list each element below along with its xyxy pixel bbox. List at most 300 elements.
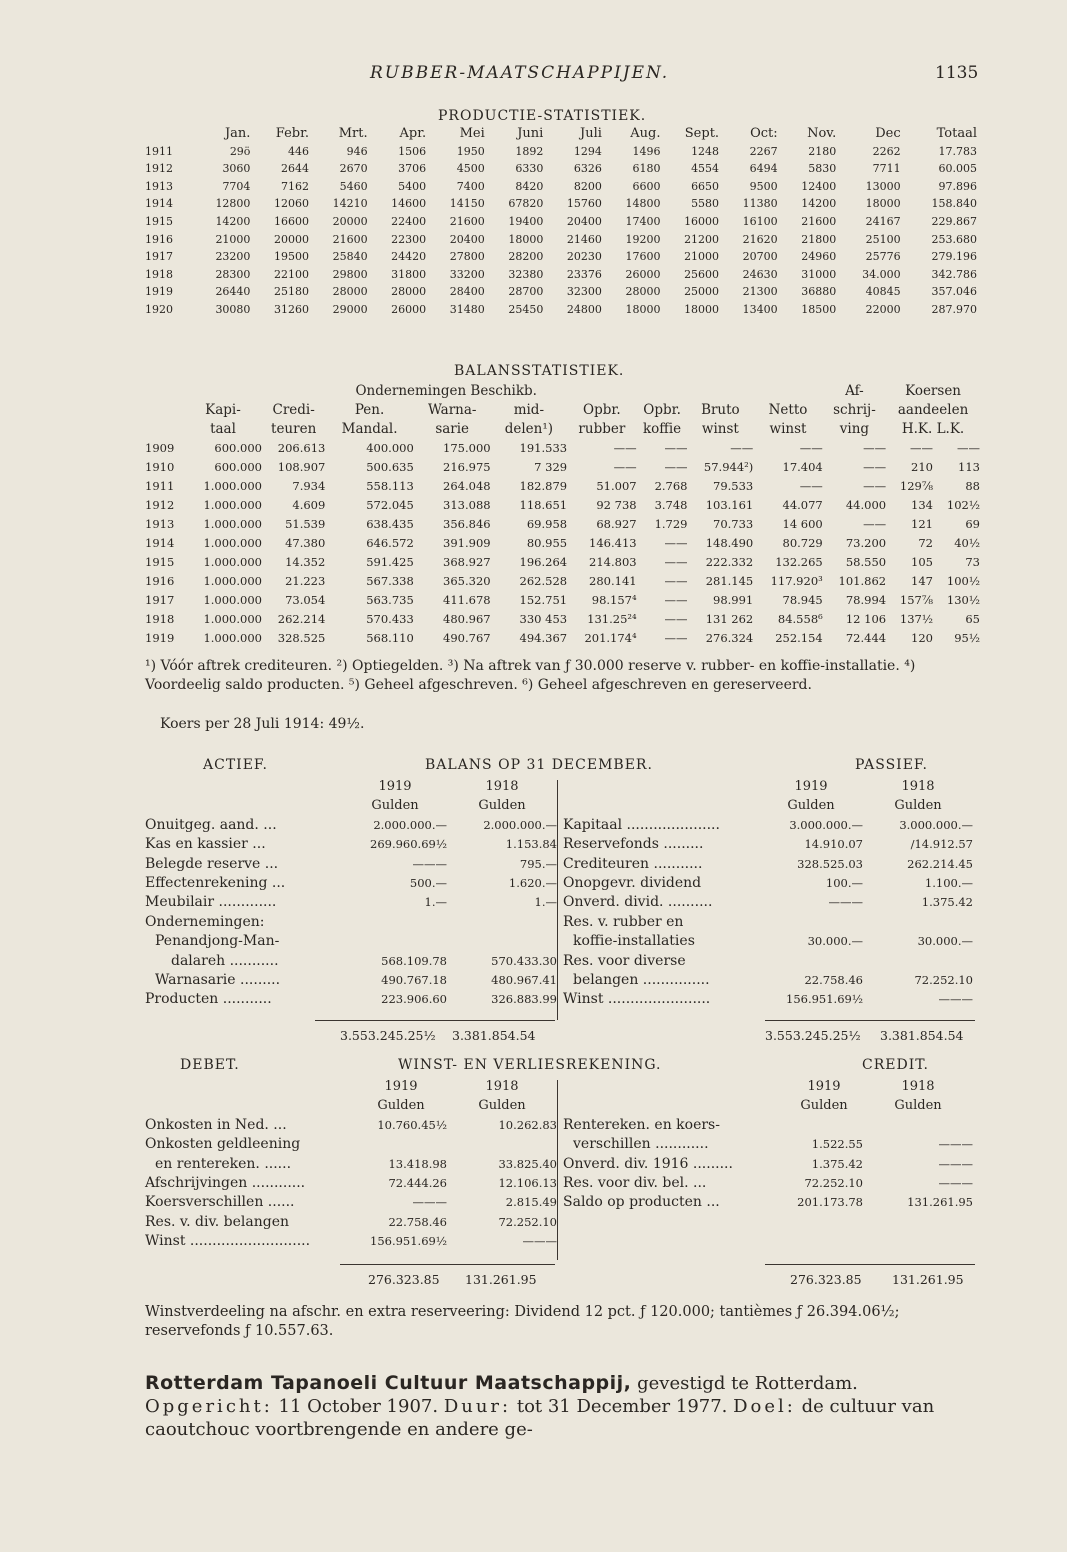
- table-cell: 19200: [625, 232, 661, 246]
- table-cell: ——: [957, 441, 980, 455]
- column-header: rubber: [578, 421, 626, 437]
- table-cell: 1.000.000: [203, 555, 262, 569]
- ledger-value-1918: 3.000.000.—: [899, 817, 973, 832]
- balans-divider: [557, 780, 558, 1020]
- column-header: Jan.: [224, 126, 251, 141]
- ledger-label: Belegde reserve ...: [145, 855, 279, 872]
- table-cell: 4500: [456, 162, 485, 176]
- table-cell: 563.735: [366, 593, 414, 607]
- table-cell: ——: [664, 574, 688, 588]
- table-cell: 175.000: [443, 441, 491, 455]
- column-header: sarie: [435, 421, 470, 437]
- table-row: [145, 591, 980, 610]
- table-cell: 17400: [625, 214, 661, 228]
- ledger-row: [145, 1116, 557, 1135]
- table-cell: 1294: [573, 144, 602, 158]
- table-row: [145, 515, 980, 534]
- table-cell: 14150: [449, 197, 485, 211]
- year-cell: 1914: [145, 197, 173, 211]
- table-cell: 2267: [749, 144, 778, 158]
- ledger-label: Rentereken. en koers-: [563, 1116, 720, 1133]
- table-cell: 2180: [808, 144, 837, 158]
- table-cell: 26440: [215, 285, 251, 299]
- ledger-value-1918: 30.000.—: [917, 934, 973, 949]
- table-cell: 19500: [274, 250, 310, 264]
- table-cell: 222.332: [705, 555, 754, 569]
- actief-table: [145, 777, 557, 1010]
- ledger-label: Penandjong-Man-: [155, 933, 280, 950]
- table-cell: 5400: [398, 179, 427, 193]
- ledger-value-1918: /14.912.57: [910, 837, 973, 852]
- column-header: [184, 382, 262, 401]
- table-cell: 73.054: [285, 593, 326, 607]
- column-header: ving: [839, 421, 870, 437]
- ledger-value-1919: 328.525.03: [797, 856, 863, 871]
- table-cell: 446: [288, 144, 310, 158]
- unit-header: Gulden: [894, 798, 942, 814]
- table-cell: 22000: [865, 302, 901, 316]
- table-cell: 129⅞: [899, 479, 933, 493]
- table-cell: 34.000: [862, 267, 901, 281]
- balance-stats-header-row: [145, 420, 980, 439]
- table-cell: 33200: [449, 267, 485, 281]
- table-cell: 400.000: [366, 441, 414, 455]
- ledger-value-1919: [355, 1135, 447, 1154]
- column-header: H.K. L.K.: [901, 421, 965, 437]
- column-header: Nov.: [807, 126, 837, 141]
- year-cell: 1914: [145, 536, 175, 550]
- table-cell: 23200: [215, 250, 251, 264]
- column-header: [637, 382, 688, 401]
- table-cell: 330 453: [519, 612, 568, 626]
- table-cell: 357.046: [931, 285, 977, 299]
- table-cell: 105: [911, 555, 933, 569]
- ledger-value-1919: 568.109.78: [381, 953, 447, 968]
- table-cell: 29ö: [229, 144, 251, 158]
- table-cell: 14.352: [285, 555, 326, 569]
- table-cell: 9500: [749, 179, 778, 193]
- table-cell: 131.25²⁴: [587, 612, 637, 626]
- table-cell: 1892: [515, 144, 544, 158]
- table-cell: 4554: [691, 162, 720, 176]
- ledger-label: en rentereken. ......: [155, 1155, 292, 1172]
- ledger-row: [145, 1174, 557, 1193]
- balance-stats-title: BALANSSTATISTIEK.: [454, 363, 625, 379]
- ledger-value-1919: 1.522.55: [811, 1137, 863, 1152]
- table-row: [145, 553, 980, 572]
- table-cell: 1.000.000: [203, 574, 262, 588]
- table-cell: ——: [664, 593, 688, 607]
- table-row: [145, 458, 980, 477]
- year-cell: 1912: [145, 498, 175, 512]
- table-cell: 69: [965, 517, 980, 531]
- table-cell: 21000: [684, 250, 720, 264]
- table-cell: 40½: [954, 536, 980, 550]
- table-cell: 191.533: [519, 441, 568, 455]
- table-cell: 32380: [508, 267, 544, 281]
- table-cell: 216.975: [443, 460, 491, 474]
- table-cell: 12 106: [845, 612, 887, 626]
- column-header: Pen.: [354, 402, 385, 418]
- ledger-row: [563, 893, 973, 912]
- ledger-label: Res. v. div. belangen: [145, 1213, 289, 1230]
- table-cell: 490.767: [443, 631, 491, 645]
- ledger-row: [145, 1232, 557, 1251]
- ledger-value-1918: 1.100.—: [924, 876, 973, 891]
- table-cell: 19400: [508, 214, 544, 228]
- ledger-row: [563, 1155, 973, 1174]
- ledger-value-1918: 570.433.30: [491, 953, 557, 968]
- table-row: [145, 477, 980, 496]
- table-cell: 146.413: [589, 536, 637, 550]
- table-cell: 182.879: [519, 479, 568, 493]
- table-cell: 20000: [332, 214, 368, 228]
- table-row: [145, 160, 977, 178]
- ledger-label: Warnasarie .........: [155, 972, 281, 989]
- ledger-label: Res. v. rubber en: [563, 913, 684, 930]
- table-row: [145, 143, 977, 161]
- table-cell: ——: [863, 441, 887, 455]
- column-header: schrij-: [833, 402, 876, 418]
- table-cell: 11380: [742, 197, 778, 211]
- table-cell: 20230: [566, 250, 602, 264]
- table-cell: 24960: [801, 250, 837, 264]
- company-entry: [145, 1372, 980, 1441]
- ledger-value-1918: 72.252.10: [498, 1214, 557, 1229]
- column-header: Febr.: [275, 126, 310, 141]
- table-cell: 5580: [691, 197, 720, 211]
- table-cell: 480.967: [443, 612, 491, 626]
- table-cell: 214.803: [589, 555, 637, 569]
- table-cell: 72.444: [845, 631, 887, 645]
- table-cell: 280.141: [589, 574, 637, 588]
- company-location: gevestigd te Rotterdam.: [631, 1373, 858, 1394]
- unit-header: Gulden: [787, 798, 835, 814]
- table-cell: 5830: [808, 162, 837, 176]
- table-cell: 500.635: [366, 460, 414, 474]
- table-cell: 16000: [684, 214, 720, 228]
- ledger-row: [563, 1135, 973, 1154]
- table-cell: 646.572: [366, 536, 414, 550]
- table-cell: 20400: [566, 214, 602, 228]
- table-cell: 342.786: [931, 267, 977, 281]
- column-header: Mandal.: [341, 421, 398, 437]
- table-cell: 1496: [632, 144, 661, 158]
- column-header: Sept.: [684, 126, 720, 141]
- table-cell: 44.000: [845, 498, 887, 512]
- table-cell: ——: [863, 479, 887, 493]
- year-cell: 1910: [145, 460, 175, 474]
- table-cell: 118.651: [519, 498, 568, 512]
- column-header: taal: [210, 421, 236, 437]
- table-cell: 65: [965, 612, 980, 626]
- table-cell: 14800: [625, 197, 661, 211]
- table-cell: 6650: [691, 179, 720, 193]
- table-cell: 196.264: [519, 555, 568, 569]
- ledger-value-1918: [863, 1116, 973, 1135]
- table-cell: 7704: [222, 179, 251, 193]
- table-row: [145, 610, 980, 629]
- table-cell: 1.000.000: [203, 498, 262, 512]
- table-cell: 80.955: [526, 536, 568, 550]
- unit-header: Gulden: [478, 1098, 526, 1114]
- table-cell: 24167: [865, 214, 901, 228]
- ledger-value-1918: 1.153.84: [505, 837, 557, 852]
- table-cell: 14200: [801, 197, 837, 211]
- table-cell: 591.425: [366, 555, 414, 569]
- ledger-value-1919: [759, 952, 863, 971]
- table-cell: 31000: [801, 267, 837, 281]
- column-header: aandeelen: [897, 402, 969, 418]
- table-cell: 108.907: [277, 460, 326, 474]
- table-cell: 113: [958, 460, 980, 474]
- table-cell: 3706: [398, 162, 427, 176]
- table-cell: 36880: [801, 285, 837, 299]
- spacer: [145, 796, 343, 815]
- ledger-value-1918: 10.262.83: [498, 1117, 557, 1132]
- table-cell: 88: [965, 479, 980, 493]
- winst-divider: [557, 1080, 558, 1260]
- table-cell: ——: [863, 517, 887, 531]
- ledger-row: [145, 913, 557, 932]
- page-number: 1135: [935, 63, 979, 83]
- table-cell: 1248: [691, 144, 720, 158]
- duur-label: Duur:: [443, 1396, 512, 1417]
- table-cell: 281.145: [705, 574, 754, 588]
- table-cell: 6326: [573, 162, 602, 176]
- year-cell: 1913: [145, 517, 175, 531]
- balans-title: BALANS OP 31 DECEMBER.: [425, 757, 653, 773]
- ledger-label: Kas en kassier ...: [145, 836, 266, 853]
- unit-header-row: [145, 796, 557, 815]
- column-header: Af-: [845, 383, 864, 399]
- table-cell: 157⅞: [899, 593, 933, 607]
- column-header: Ondernemingen Beschikb.: [355, 383, 537, 399]
- table-cell: 120: [911, 631, 933, 645]
- table-cell: 98.157⁴: [591, 593, 637, 607]
- table-cell: 1950: [456, 144, 485, 158]
- year-cell: 1917: [145, 250, 173, 264]
- year-cell: 1920: [145, 302, 173, 316]
- ledger-row: [563, 952, 973, 971]
- table-cell: ——: [910, 441, 933, 455]
- table-cell: 7711: [872, 162, 901, 176]
- table-cell: 7162: [281, 179, 310, 193]
- table-row: [145, 439, 980, 458]
- table-cell: 21800: [801, 232, 837, 246]
- table-cell: ——: [664, 441, 688, 455]
- table-cell: 92 738: [596, 498, 637, 512]
- table-cell: 25100: [865, 232, 901, 246]
- table-cell: 22100: [274, 267, 310, 281]
- ledger-row: [145, 1193, 557, 1212]
- balance-stats-header-row: [145, 401, 980, 420]
- ledger-row: [145, 816, 557, 835]
- table-cell: 14600: [391, 197, 427, 211]
- table-cell: 14 600: [782, 517, 823, 531]
- year-cell: 1919: [145, 285, 173, 299]
- table-cell: ——: [863, 460, 887, 474]
- ledger-value-1919: 72.444.26: [388, 1176, 447, 1191]
- table-cell: 79.533: [713, 479, 754, 493]
- ledger-value-1919: 223.906.60: [381, 992, 447, 1007]
- production-table: [145, 125, 977, 319]
- credit-table: [563, 1077, 973, 1213]
- table-cell: 2670: [339, 162, 368, 176]
- table-cell: ——: [664, 460, 688, 474]
- actief-total-rule: [315, 1020, 555, 1021]
- spacer: [563, 796, 759, 815]
- actief-total-1918: 3.381.854.54: [452, 1028, 536, 1043]
- table-cell: 356.846: [443, 517, 491, 531]
- ledger-row: [563, 816, 973, 835]
- table-cell: 14200: [215, 214, 251, 228]
- passief-table: [563, 777, 973, 1010]
- ledger-value-1919: 500.—: [409, 876, 447, 891]
- ledger-value-1918: 1.—: [534, 895, 557, 910]
- ledger-value-1919: 22.758.46: [388, 1214, 447, 1229]
- table-cell: 23376: [566, 267, 602, 281]
- table-cell: 567.338: [366, 574, 414, 588]
- ledger-value-1919: 2.000.000.—: [373, 817, 447, 832]
- debet-table: [145, 1077, 557, 1252]
- table-row: [145, 195, 977, 213]
- year-cell: 1919: [145, 631, 175, 645]
- table-cell: 121: [911, 517, 933, 531]
- ledger-value-1918: ———: [938, 992, 973, 1007]
- table-row: [145, 301, 977, 319]
- ledger-row: [563, 932, 973, 951]
- ledger-value-1919: 269.960.69½: [370, 837, 447, 852]
- ledger-label: Onopgevr. dividend: [563, 875, 702, 892]
- table-cell: 68.927: [596, 517, 637, 531]
- year-header: 1919: [384, 1079, 418, 1094]
- table-cell: 21600: [801, 214, 837, 228]
- table-cell: 313.088: [443, 498, 491, 512]
- table-cell: 12800: [215, 197, 251, 211]
- table-cell: 28000: [625, 285, 661, 299]
- ledger-row: [145, 835, 557, 854]
- actief-total-1919: 3.553.245.25½: [340, 1028, 436, 1043]
- table-cell: 25776: [865, 250, 901, 264]
- winstverdeeling-paragraph: Winstverdeeling na afschr. en extra reserveering: Dividend 12 pct. ƒ 120.000; tantièmes ƒ 26.394.06½; reservefonds ƒ 10.557.63.: [145, 1304, 900, 1339]
- ledger-row: [145, 855, 557, 874]
- column-header: Koersen: [905, 383, 961, 399]
- column-header: Opbr.: [583, 402, 621, 418]
- table-cell: 391.909: [443, 536, 491, 550]
- unit-header-row: [563, 1096, 973, 1115]
- table-cell: 47.380: [285, 536, 326, 550]
- table-cell: 18000: [625, 302, 661, 316]
- ledger-value-1918: 1.620.—: [508, 876, 557, 891]
- table-cell: 253.680: [931, 232, 977, 246]
- table-cell: 568.110: [366, 631, 414, 645]
- column-header: winst: [769, 421, 807, 437]
- column-header: Netto: [768, 402, 808, 418]
- year-cell: 1916: [145, 232, 173, 246]
- production-header-row: [145, 125, 977, 143]
- table-cell: 78.945: [782, 593, 823, 607]
- table-cell: 100½: [946, 574, 980, 588]
- column-header: Totaal: [936, 126, 977, 141]
- table-cell: 1.000.000: [203, 631, 262, 645]
- column-header: [688, 382, 754, 401]
- ledger-label: Onverd. div. 1916 .........: [563, 1155, 733, 1172]
- column-header: Aug.: [630, 126, 661, 141]
- ledger-value-1918: 262.214.45: [907, 856, 973, 871]
- year-cell: 1917: [145, 593, 175, 607]
- debet-total-1918: 131.261.95: [465, 1272, 537, 1287]
- ledger-label: Winst ...........................: [145, 1233, 311, 1250]
- year-cell: 1911: [145, 479, 175, 493]
- column-header: Kapi-: [205, 402, 241, 418]
- table-cell: 31260: [274, 302, 310, 316]
- column-header: [567, 382, 637, 401]
- column-header: Apr.: [399, 126, 427, 141]
- ledger-label: Winst .......................: [563, 991, 711, 1008]
- ledger-value-1919: 156.951.69½: [786, 992, 863, 1007]
- ledger-value-1918: 72.252.10: [914, 973, 973, 988]
- table-cell: 287.970: [931, 302, 977, 316]
- table-cell: 28400: [449, 285, 485, 299]
- table-row: [145, 213, 977, 231]
- table-cell: 7.934: [292, 479, 326, 493]
- ledger-value-1919: 100.—: [825, 876, 863, 891]
- table-cell: 1.729: [654, 517, 688, 531]
- spacer: [145, 777, 343, 796]
- ledger-value-1918: 2.815.49: [505, 1195, 557, 1210]
- column-header: Credi-: [272, 402, 315, 418]
- ledger-row: [145, 1135, 557, 1154]
- running-header-title: RUBBER-MAATSCHAPPIJEN.: [370, 63, 670, 83]
- ledger-label: Onuitgeg. aand. ...: [145, 816, 277, 833]
- table-cell: 1.000.000: [203, 593, 262, 607]
- table-cell: 70.733: [713, 517, 754, 531]
- table-row: [145, 248, 977, 266]
- unit-header: Gulden: [371, 798, 419, 814]
- column-header: Juni: [517, 126, 544, 141]
- table-cell: 28200: [508, 250, 544, 264]
- table-cell: 365.320: [443, 574, 491, 588]
- ledger-label: Onkosten in Ned. ...: [145, 1116, 287, 1133]
- balance-stats-table: [145, 382, 980, 648]
- ledger-value-1918: [447, 913, 557, 932]
- table-cell: 201.174⁴: [584, 631, 637, 645]
- ledger-value-1919: 490.767.18: [381, 973, 447, 988]
- table-cell: 262.528: [519, 574, 568, 588]
- column-header: delen¹): [504, 421, 553, 437]
- table-cell: 25000: [684, 285, 720, 299]
- opgericht-value: 11 October 1907.: [272, 1396, 444, 1417]
- actief-heading: ACTIEF.: [203, 757, 268, 773]
- unit-header-row: [563, 796, 973, 815]
- ledger-value-1919: 201.173.78: [797, 1195, 863, 1210]
- table-cell: 73.200: [845, 536, 887, 550]
- ledger-label: Res. voor div. bel. ...: [563, 1175, 707, 1192]
- unit-header: Gulden: [800, 1098, 848, 1114]
- table-cell: 97.896: [938, 179, 977, 193]
- table-row: [145, 283, 977, 301]
- table-cell: 51.539: [285, 517, 326, 531]
- duur-value: tot 31 December 1977.: [511, 1396, 734, 1417]
- ledger-label: Producten ...........: [145, 991, 272, 1008]
- table-cell: 72: [918, 536, 933, 550]
- table-cell: 95½: [954, 631, 980, 645]
- table-cell: 252.154: [775, 631, 823, 645]
- table-cell: 1506: [398, 144, 427, 158]
- table-cell: 7 329: [534, 460, 568, 474]
- table-row: [145, 534, 980, 553]
